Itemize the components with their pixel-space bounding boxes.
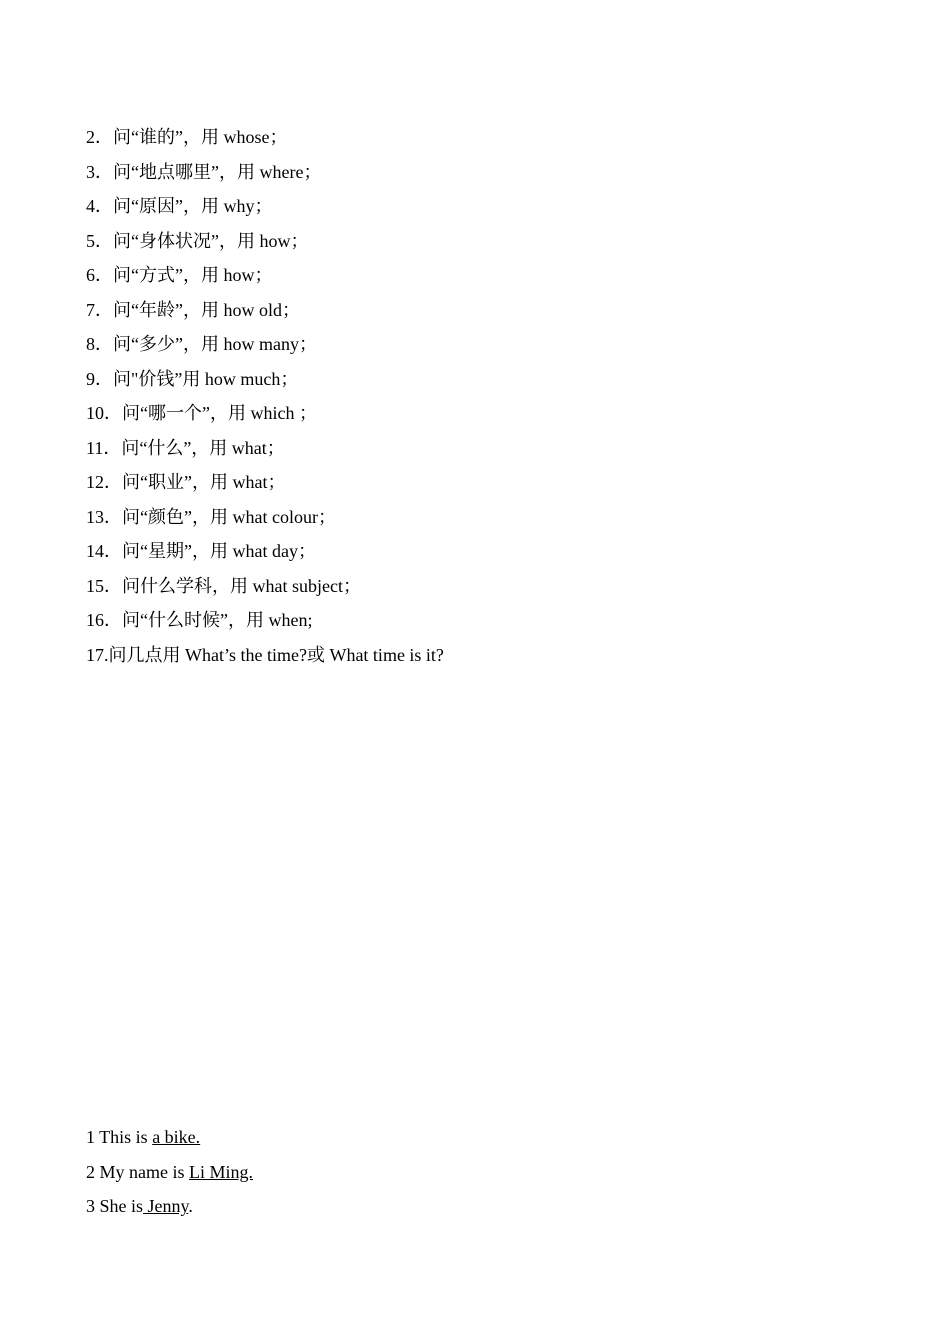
example-prefix: 3 She is xyxy=(86,1196,144,1216)
rule-line: 3．问“地点哪里”，用 where； xyxy=(86,161,322,182)
rule-line: 17.问几点用 What’s the time?或 What time is it? xyxy=(86,644,444,665)
rule-line: 13．问“颜色”，用 what colour； xyxy=(86,506,336,527)
example-sentence xyxy=(86,1191,253,1226)
underlined-answer: a bike. xyxy=(152,1127,201,1147)
rule-line: 6．问“方式”，用 how； xyxy=(86,265,273,285)
underlined-answer: Jenny xyxy=(143,1196,189,1216)
rule-line: 12．问“职业”，用 what； xyxy=(86,472,286,492)
rule-line: 16．问“什么时候”，用 when; xyxy=(86,610,313,630)
example-sentences xyxy=(86,1122,253,1226)
rule-line: 10．问“哪一个”，用 which ； xyxy=(86,403,317,423)
rule-line: 15．问什么学科，用 what subject； xyxy=(86,575,361,596)
example-prefix: 1 This is xyxy=(86,1127,153,1147)
example-prefix: 2 My name is xyxy=(86,1161,189,1182)
rule-line: 11．问“什么”，用 what； xyxy=(86,437,285,458)
underlined-answer: Li Ming. xyxy=(189,1161,254,1182)
example-sentence xyxy=(86,1157,253,1192)
example-sentence xyxy=(86,1122,253,1157)
rule-line: 8．问“多少”，用 how many； xyxy=(86,334,317,354)
rule-line: 7．问“年龄”，用 how old； xyxy=(86,299,300,320)
question-word-rules xyxy=(86,122,444,674)
rule-line: 2．问“谁的”，用 whose； xyxy=(86,127,288,147)
rule-line: 5．问“身体状况”，用 how； xyxy=(86,230,309,251)
rule-line: 14．问“星期”，用 what day； xyxy=(86,541,316,561)
rule-line: 9．问"价钱”用 how much； xyxy=(86,368,299,389)
example-suffix: . xyxy=(188,1196,193,1216)
rule-line: 4．问“原因”，用 why； xyxy=(86,196,273,216)
